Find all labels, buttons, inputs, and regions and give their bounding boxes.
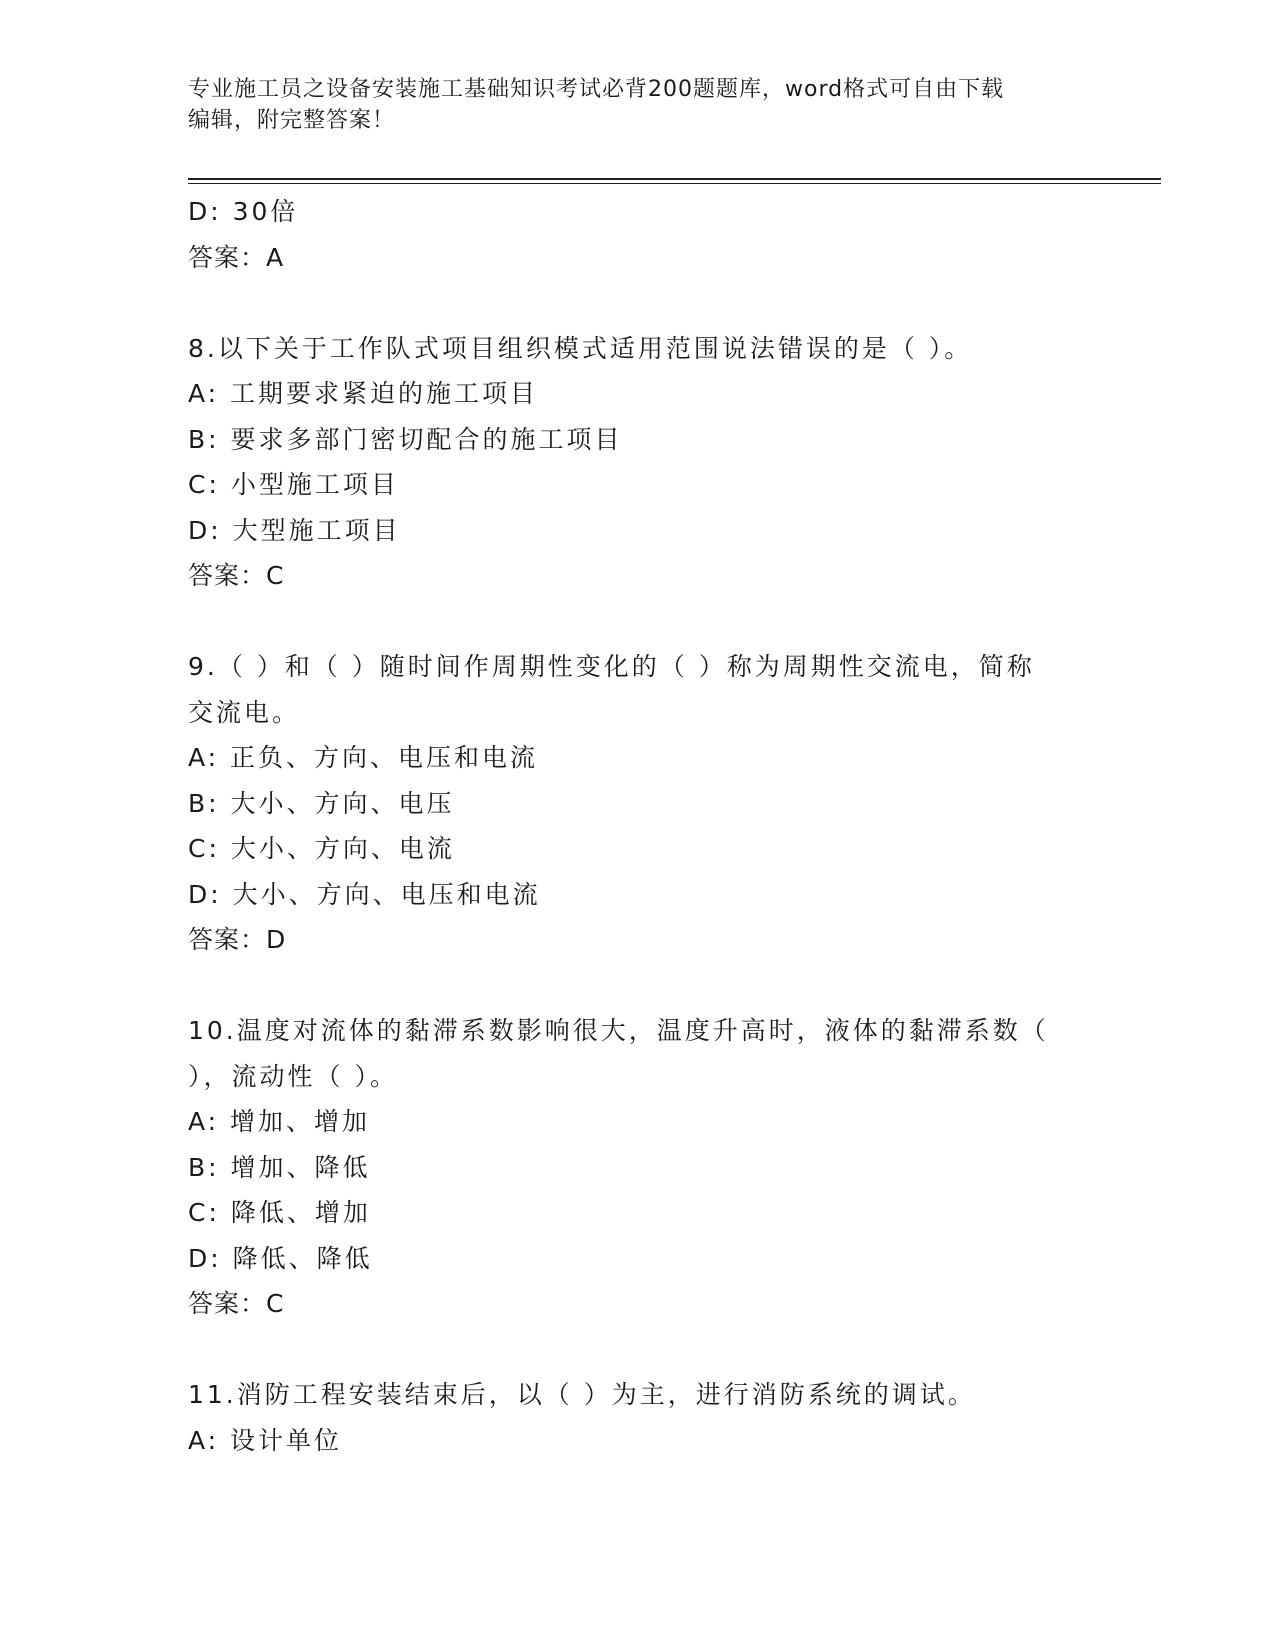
question-stem: 8.以下关于工作队式项目组织模式适用范围说法错误的是（ ）。 xyxy=(188,333,973,363)
option-a: A: 正负、方向、电压和电流 xyxy=(188,743,539,772)
document-header xyxy=(188,74,1078,136)
question-9 xyxy=(188,644,1088,963)
question-8 xyxy=(188,326,1088,599)
answer-label: 答案：C xyxy=(188,561,285,590)
header-divider-thick xyxy=(188,178,1161,180)
option-a: A: 设计单位 xyxy=(188,1425,343,1455)
option-d: D: 降低、降低 xyxy=(188,1243,373,1273)
header-divider-thin xyxy=(188,183,1161,184)
question-list xyxy=(188,189,1088,1463)
spacer xyxy=(188,1327,1088,1373)
option-c: C: 小型施工项目 xyxy=(188,470,399,499)
option-d: D: 大小、方向、电压和电流 xyxy=(188,879,541,909)
header-title-line-2: 编辑，附完整答案！ xyxy=(188,108,396,133)
option-d: D: 大型施工项目 xyxy=(188,515,401,545)
question-stem-line-1: 9.（ ）和（ ）随时间作周期性变化的（ ）称为周期性交流电，简称 xyxy=(188,652,1035,681)
option-b: B: 大小、方向、电压 xyxy=(188,788,455,818)
question-stem-line-1: 10.温度对流体的黏滞系数影响很大，温度升高时，液体的黏滞系数（ xyxy=(188,1016,1049,1045)
option-b: B: 增加、降低 xyxy=(188,1152,371,1182)
spacer xyxy=(188,280,1088,326)
option-c: C: 降低、增加 xyxy=(188,1198,371,1227)
question-stem-line-2: 交流电。 xyxy=(188,697,301,727)
question-stem: 11.消防工程安装结束后，以（ ）为主，进行消防系统的调试。 xyxy=(188,1380,976,1409)
option-d: D: 30倍 xyxy=(188,197,299,226)
option-c: C: 大小、方向、电流 xyxy=(188,834,455,863)
question-11 xyxy=(188,1372,1088,1463)
option-b: B: 要求多部门密切配合的施工项目 xyxy=(188,424,623,454)
answer-label: 答案：A xyxy=(188,242,285,272)
option-a: A: 工期要求紧迫的施工项目 xyxy=(188,379,539,408)
answer-label: 答案：C xyxy=(188,1289,285,1318)
question-7-tail xyxy=(188,189,1088,280)
header-title-line-1: 专业施工员之设备安装施工基础知识考试必背200题题库，word格式可自由下载 xyxy=(188,77,1005,102)
question-stem-line-2: ），流动性（ ）。 xyxy=(188,1061,398,1091)
spacer xyxy=(188,963,1088,1009)
spacer xyxy=(188,599,1088,645)
answer-label: 答案：D xyxy=(188,925,287,954)
option-a: A: 增加、增加 xyxy=(188,1107,371,1136)
question-10 xyxy=(188,1008,1088,1327)
